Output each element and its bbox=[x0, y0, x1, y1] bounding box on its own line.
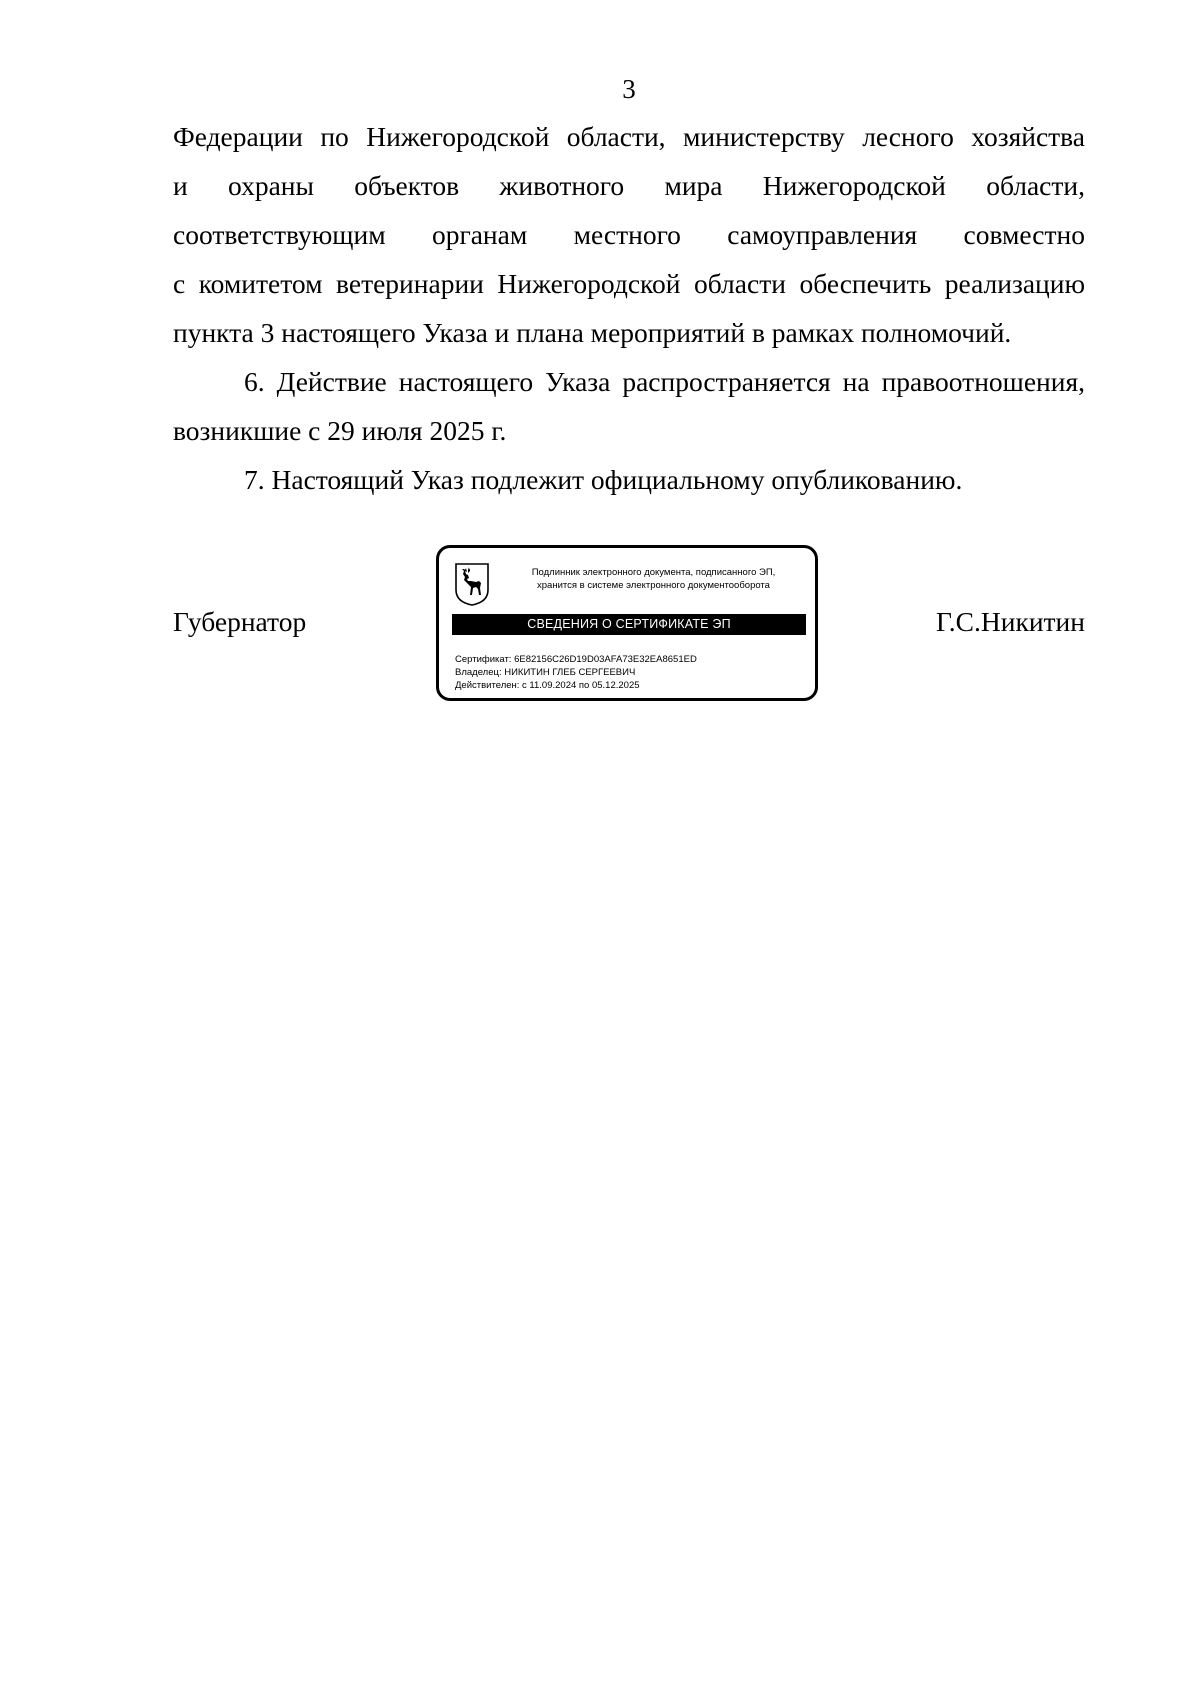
stamp-note-line: Подлинник электронного документа, подписанного ЭП, bbox=[531, 567, 776, 578]
certificate-validity: Действителен: с 11.09.2024 по 05.12.2025 bbox=[455, 680, 640, 691]
text-line: 7. Настоящий Указ подлежит официальному опубликованию. bbox=[244, 464, 963, 495]
text-line: с комитетом ветеринарии Нижегородской области обеспечить реализацию bbox=[173, 268, 1085, 299]
paragraph-item-7 bbox=[173, 455, 1085, 504]
signer-position: Губернатор bbox=[173, 606, 307, 637]
certificate-owner: Владелец: НИКИТИН ГЛЕБ СЕРГЕЕВИЧ bbox=[455, 667, 636, 678]
stamp-note-line: хранится в системе электронного документооборота bbox=[537, 580, 770, 591]
paragraph-item-6 bbox=[173, 357, 1085, 455]
text-line: 6. Действие настоящего Указа распространяется на правоотношения, bbox=[244, 366, 1085, 397]
signer-name: Г.С.Никитин bbox=[936, 606, 1085, 637]
page-number: 3 bbox=[622, 74, 636, 104]
stamp-certificate-header: СВЕДЕНИЯ О СЕРТИФИКАТЕ ЭП bbox=[452, 614, 806, 635]
text-line: Федерации по Нижегородской области, министерству лесного хозяйства bbox=[173, 121, 1085, 152]
document-body bbox=[173, 112, 1085, 504]
text-line: возникшие с 29 июля 2025 г. bbox=[173, 415, 507, 446]
electronic-signature-stamp bbox=[436, 545, 818, 701]
stamp-certificate-details bbox=[455, 653, 697, 692]
text-line: пункта 3 настоящего Указа и плана мероприятий в рамках полномочий. bbox=[173, 317, 1012, 348]
paragraph-continuation bbox=[173, 112, 1085, 357]
text-line: соответствующим органам местного самоуправления совместно bbox=[173, 219, 1085, 250]
certificate-serial: Сертификат: 6E82156C26D19D03AFA73E32EA8651ED bbox=[455, 654, 697, 665]
stamp-note bbox=[501, 566, 806, 592]
deer-coat-of-arms-icon bbox=[454, 562, 490, 606]
text-line: и охраны объектов животного мира Нижегородской области, bbox=[173, 170, 1085, 201]
